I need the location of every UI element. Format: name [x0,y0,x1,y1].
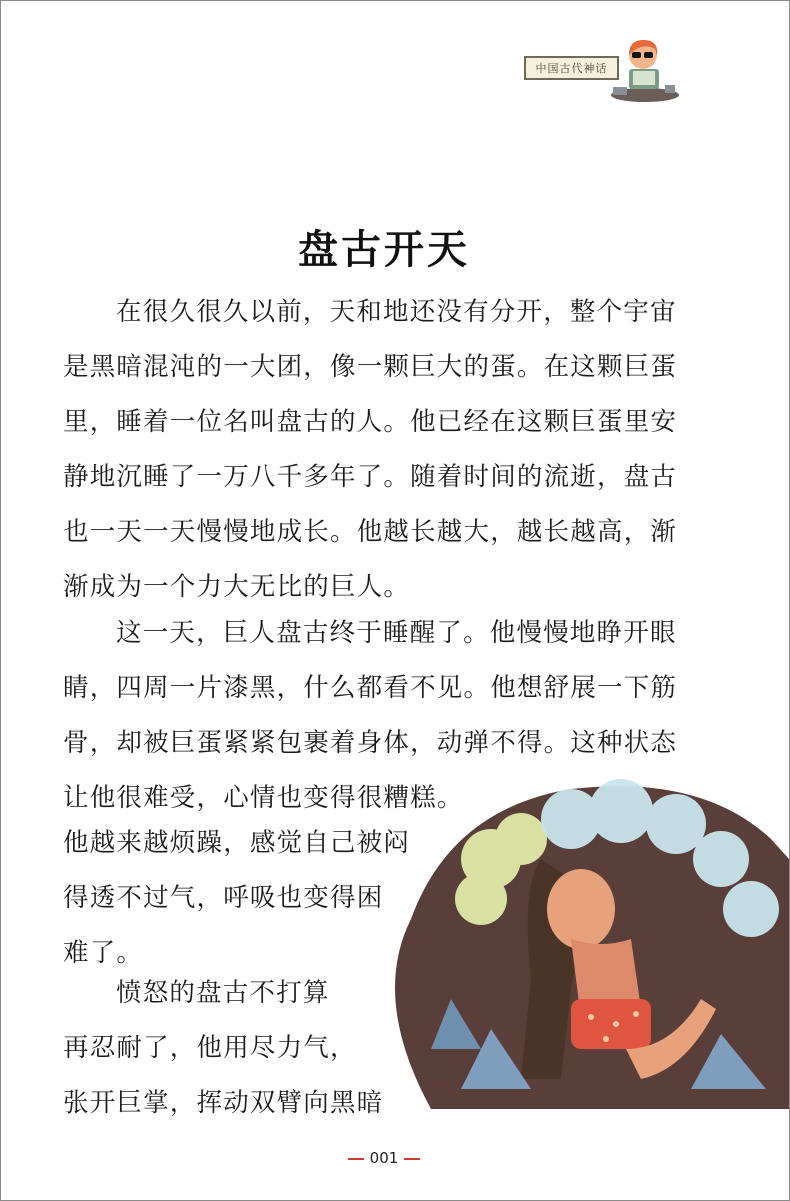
paragraph-3 [63,966,413,1131]
text-line: 静地沉睡了一万八千多年了。随着时间的流逝，盘古 [63,462,678,492]
paragraph-1 [63,285,713,615]
text-line: 张开巨掌，挥动双臂向黑暗 [63,1088,384,1118]
text-line: 愤怒的盘古不打算 [116,978,330,1008]
text-line: 在很久很久以前，天和地还没有分开，整个宇宙 [116,297,677,327]
reading-girl-icon [605,35,685,105]
pangu-giant-illustration-icon [371,749,789,1109]
page-number-text: 001 [369,1149,399,1167]
text-line: 再忍耐了，他用尽力气， [63,1033,357,1063]
page-number [1,1149,767,1167]
text-line: 得透不过气，呼吸也变得困 [63,883,384,913]
text-line: 渐成为一个力大无比的巨人。 [63,572,411,602]
text-line: 也一天一天慢慢地成长。他越长越大，越长越高，渐 [63,517,678,547]
text-line: 这一天，巨人盘古终于睡醒了。他慢慢地睁开眼 [116,618,677,648]
dash-right [404,1158,420,1160]
text-line: 睛，四周一片漆黑，什么都看不见。他想舒展一下筋 [63,673,678,703]
text-line: 里，睡着一位名叫盘古的人。他已经在这颗巨蛋里安 [63,407,678,437]
text-line: 是黑暗混沌的一大团，像一颗巨大的蛋。在这颗巨蛋 [63,352,678,382]
text-line: 骨，却被巨蛋紧紧包裹着身体，动弹不得。这种状态 [63,728,678,758]
text-line: 他越来越烦躁，感觉自己被闷 [63,828,411,858]
page-title: 盘古开天 [298,225,470,273]
dash-left [348,1158,364,1160]
text-line: 难了。 [63,938,144,968]
text-line: 让他很难受，心情也变得很糟糕。 [63,783,464,813]
series-tag: 中国古代神话 [524,56,619,80]
